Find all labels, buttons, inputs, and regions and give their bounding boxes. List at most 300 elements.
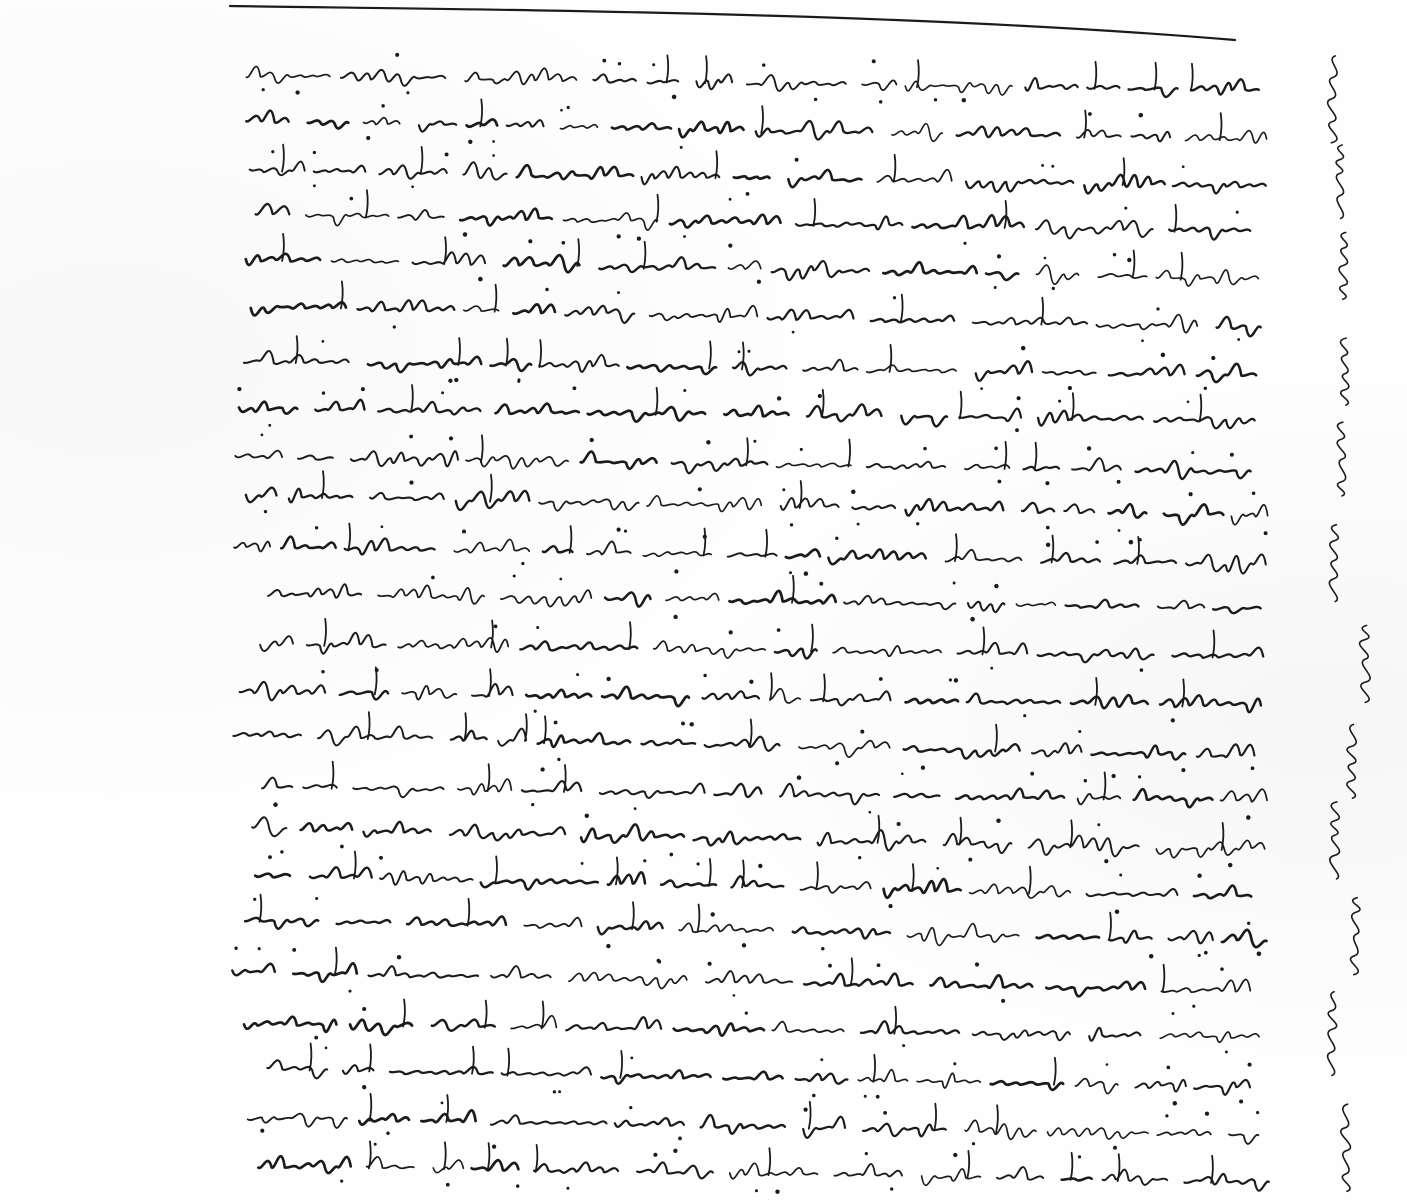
script-diacritic-dot (624, 530, 627, 533)
script-alif-stroke (368, 712, 370, 739)
script-diacritic-dot (733, 994, 736, 997)
script-word (1076, 1079, 1118, 1094)
script-alif-stroke (813, 199, 815, 226)
script-alif-stroke (960, 818, 962, 845)
script-word (799, 741, 890, 757)
script-diacritic-dot (897, 822, 901, 826)
script-word (1114, 555, 1176, 563)
script-word (642, 167, 720, 185)
script-alif-stroke (1104, 772, 1106, 799)
script-alif-stroke (421, 147, 423, 174)
script-word (1135, 1080, 1186, 1092)
script-diacritic-dot (678, 1136, 682, 1140)
script-diacritic-dot (237, 387, 241, 391)
top-rule-line (230, 6, 1235, 40)
script-word (517, 165, 633, 179)
script-word (246, 66, 329, 83)
script-diacritic-dot (321, 670, 324, 673)
script-word (734, 176, 770, 178)
script-diacritic-dot (851, 490, 856, 495)
script-word (268, 584, 361, 597)
script-word (496, 404, 579, 414)
script-alif-stroke (366, 190, 368, 217)
script-alif-stroke (632, 902, 634, 929)
script-diacritic-dot (789, 571, 792, 574)
script-diacritic-dot (606, 944, 610, 948)
script-diacritic-dot (554, 721, 558, 725)
script-word (1158, 601, 1205, 609)
script-word (601, 1070, 710, 1083)
script-word (307, 633, 386, 654)
script-diacritic-dot (674, 569, 678, 573)
script-diacritic-dot (996, 818, 1001, 823)
script-word (378, 585, 484, 604)
script-alif-stroke (873, 1055, 875, 1082)
script-word (402, 686, 456, 700)
script-alif-stroke (369, 1141, 371, 1168)
script-alif-stroke (960, 392, 962, 419)
script-alif-stroke (1071, 1153, 1073, 1180)
script-diacritic-dot (804, 571, 809, 576)
script-word (1173, 182, 1266, 194)
script-diacritic-dot (994, 286, 997, 289)
script-word (1029, 836, 1139, 857)
script-word (833, 646, 941, 656)
script-word (1129, 88, 1178, 97)
script-word (543, 546, 573, 552)
script-word (239, 402, 297, 414)
script-word (965, 465, 1009, 470)
script-alif-stroke (768, 1148, 770, 1175)
script-diacritic-dot (492, 1144, 496, 1148)
script-word (281, 537, 336, 549)
script-word (906, 499, 1004, 515)
script-alif-stroke (444, 1142, 446, 1169)
script-diacritic-dot (431, 576, 435, 580)
script-diacritic-dot (629, 1106, 632, 1109)
script-diacritic-dot (1001, 999, 1005, 1003)
script-alif-stroke (746, 438, 748, 465)
script-diacritic-dot (1198, 954, 1201, 957)
script-word (1109, 365, 1185, 376)
script-word (318, 726, 432, 745)
script-diacritic-dot (755, 1189, 758, 1192)
script-word (378, 402, 480, 414)
script-diacritic-dot (602, 59, 606, 63)
script-diacritic-dot (606, 677, 610, 681)
script-alif-stroke (1181, 253, 1183, 280)
script-word (491, 359, 532, 371)
script-diacritic-dot (1173, 1101, 1178, 1106)
script-diacritic-dot (1095, 540, 1099, 544)
script-diacritic-dot (1138, 775, 1141, 778)
script-diacritic-dot (362, 1085, 366, 1089)
script-word (1197, 744, 1255, 757)
script-word (818, 830, 926, 850)
script-alif-stroke (1109, 913, 1111, 940)
script-diacritic-dot (800, 448, 803, 451)
script-word (976, 361, 1032, 381)
script-word (1046, 982, 1145, 997)
script-alif-stroke (709, 341, 711, 368)
script-diacritic-dot (683, 235, 686, 238)
script-diacritic-dot (1225, 1050, 1228, 1053)
script-diacritic-dot (879, 677, 883, 681)
script-diacritic-dot (409, 435, 413, 439)
script-alif-stroke (525, 714, 527, 741)
script-diacritic-dot (295, 90, 299, 94)
script-word (650, 306, 758, 322)
script-word (481, 879, 598, 889)
script-word (852, 505, 895, 509)
script-word (1134, 789, 1213, 807)
script-diacritic-dot (617, 291, 620, 294)
script-alif-stroke (705, 56, 707, 83)
script-diacritic-dot (478, 277, 483, 282)
script-diacritic-dot (386, 1131, 389, 1134)
script-diacritic-dot (517, 380, 520, 383)
margin-note-stroke (1347, 725, 1356, 799)
script-alif-stroke (1054, 1058, 1056, 1085)
script-alif-stroke (1211, 1156, 1213, 1183)
margin-note-stroke (1329, 525, 1338, 602)
script-word (1087, 889, 1178, 896)
script-diacritic-dot (858, 856, 861, 859)
script-word (1169, 228, 1250, 240)
script-word (777, 463, 852, 467)
script-word (433, 1160, 463, 1173)
script-alif-stroke (488, 1143, 490, 1170)
script-word (835, 1164, 903, 1176)
script-diacritic-dot (876, 1095, 880, 1099)
script-word (314, 166, 366, 173)
script-diacritic-dot (1171, 718, 1175, 722)
script-diacritic-dot (953, 582, 956, 585)
script-word (1194, 1080, 1250, 1095)
script-word (970, 884, 1071, 898)
script-word (966, 180, 1073, 192)
script-diacritic-dot (872, 59, 876, 63)
script-diacritic-dot (462, 530, 466, 534)
script-word (539, 355, 619, 372)
script-diacritic-dot (777, 628, 781, 632)
script-alif-stroke (480, 99, 482, 126)
script-word (1089, 1028, 1140, 1041)
script-diacritic-dot (1189, 492, 1193, 496)
script-diacritic-dot (994, 447, 998, 451)
script-diacritic-dot (1097, 823, 1100, 826)
script-word (289, 489, 352, 503)
script-diacritic-dot (258, 947, 261, 950)
script-diacritic-dot (1192, 1005, 1195, 1008)
script-diacritic-dot (381, 104, 384, 107)
script-diacritic-dot (703, 674, 706, 677)
script-alif-stroke (1213, 631, 1215, 658)
script-diacritic-dot (868, 811, 871, 814)
script-word (491, 966, 551, 978)
script-alif-stroke (468, 899, 470, 926)
script-diacritic-dot (1113, 253, 1116, 256)
script-diacritic-dot (953, 1062, 956, 1065)
script-alif-stroke (657, 195, 659, 222)
script-word (345, 538, 435, 554)
script-word (796, 217, 902, 230)
script-alif-stroke (878, 816, 880, 843)
script-word (608, 872, 645, 885)
script-diacritic-dot (902, 1044, 905, 1047)
script-alif-stroke (335, 948, 337, 975)
script-diacritic-dot (315, 897, 318, 900)
script-word (262, 778, 292, 789)
script-diacritic-dot (322, 340, 325, 343)
script-diacritic-dot (361, 387, 365, 391)
script-word (642, 740, 696, 745)
script-alif-stroke (742, 860, 744, 887)
script-word (894, 794, 939, 797)
script-word (1025, 78, 1077, 91)
script-alif-stroke (823, 674, 825, 701)
script-diacritic-dot (264, 510, 267, 513)
script-diacritic-dot (1236, 211, 1239, 214)
script-word (959, 409, 1021, 421)
script-alif-stroke (742, 342, 744, 369)
script-word (1087, 86, 1119, 89)
script-diacritic-dot (1044, 257, 1047, 260)
script-word (450, 825, 565, 841)
script-diacritic-dot (804, 1108, 808, 1112)
script-diacritic-dot (1246, 815, 1251, 820)
script-alif-stroke (1072, 393, 1074, 420)
script-diacritic-dot (683, 389, 686, 392)
script-diacritic-dot (1257, 952, 1262, 957)
script-alif-stroke (1035, 443, 1037, 470)
script-word (1041, 553, 1100, 563)
script-diacritic-dot (292, 948, 296, 952)
script-alif-stroke (934, 1104, 936, 1131)
script-diacritic-dot (406, 91, 409, 94)
script-alif-stroke (666, 55, 668, 82)
script-alif-stroke (332, 762, 334, 789)
margin-note-stroke (1328, 56, 1337, 143)
script-diacritic-dot (528, 239, 532, 243)
script-word (1136, 461, 1251, 479)
script-word (260, 636, 293, 651)
script-word (370, 493, 444, 500)
script-diacritic-dot (860, 730, 864, 734)
script-diacritic-dot (1046, 543, 1050, 547)
script-word (956, 789, 1064, 800)
script-diacritic-dot (708, 962, 712, 966)
script-word (861, 1021, 959, 1034)
script-diacritic-dot (698, 487, 702, 491)
script-diacritic-dot (262, 88, 265, 91)
script-alif-stroke (296, 336, 298, 363)
script-word (643, 552, 711, 556)
script-alif-stroke (1222, 823, 1224, 850)
script-word (315, 400, 364, 411)
script-word (332, 259, 399, 263)
script-diacritic-dot (314, 1036, 318, 1040)
script-diacritic-dot (818, 394, 822, 398)
script-alif-stroke (1155, 63, 1157, 90)
script-word (1038, 649, 1154, 663)
script-diacritic-dot (581, 862, 584, 865)
script-alif-stroke (444, 237, 446, 264)
script-diacritic-dot (1197, 874, 1201, 878)
script-diacritic-dot (757, 280, 761, 284)
script-word (780, 784, 879, 805)
script-diacritic-dot (972, 1142, 975, 1145)
script-diacritic-dot (1211, 356, 1215, 360)
script-diacritic-dot (280, 850, 283, 853)
script-word (380, 871, 473, 885)
script-word (1184, 1174, 1268, 1191)
script-word (308, 120, 349, 128)
script-diacritic-dot (652, 63, 655, 66)
script-word (844, 596, 955, 610)
script-diacritic-dot (1078, 1155, 1081, 1158)
script-diacritic-dot (706, 440, 710, 444)
script-word (240, 682, 325, 700)
script-word (501, 590, 591, 606)
script-word (407, 916, 506, 925)
script-word (419, 121, 456, 131)
script-word (696, 74, 732, 89)
script-alif-stroke (822, 390, 824, 417)
script-diacritic-dot (325, 1047, 328, 1050)
script-word (246, 111, 288, 123)
script-diacritic-dot (1084, 779, 1087, 782)
script-word (1197, 364, 1256, 382)
script-word (615, 1118, 684, 1127)
script-word (772, 261, 869, 280)
script-alif-stroke (816, 862, 818, 889)
script-alif-stroke (491, 621, 493, 648)
script-diacritic-dot (441, 1101, 444, 1104)
script-word (539, 499, 639, 510)
script-alif-stroke (1163, 965, 1165, 992)
script-diacritic-dot (742, 943, 746, 947)
script-word (672, 459, 768, 474)
script-diacritic-dot (916, 522, 919, 525)
script-word (364, 822, 431, 837)
script-word (863, 1124, 946, 1137)
script-word (605, 593, 650, 607)
script-word (703, 691, 760, 699)
script-alif-stroke (1133, 251, 1135, 278)
script-alif-stroke (1123, 158, 1125, 185)
script-diacritic-dot (561, 241, 565, 245)
script-word (1037, 935, 1099, 939)
script-word (298, 455, 333, 459)
script-diacritic-dot (1139, 113, 1144, 118)
script-diacritic-dot (711, 912, 715, 916)
script-word (862, 80, 896, 90)
script-word (602, 687, 689, 706)
script-alif-stroke (507, 1049, 509, 1076)
script-word (944, 834, 1012, 853)
script-diacritic-dot (753, 440, 756, 443)
margin-note-stroke (1337, 422, 1346, 496)
script-word (661, 881, 716, 888)
script-word (390, 1067, 493, 1074)
script-word (233, 731, 301, 737)
script-word (957, 127, 1060, 138)
script-word (250, 162, 305, 176)
script-diacritic-dot (630, 1056, 633, 1059)
script-diacritic-dot (864, 1095, 867, 1098)
script-alif-stroke (354, 852, 356, 879)
script-word (807, 404, 881, 421)
script-diacritic-dot (536, 626, 539, 629)
script-alif-stroke (698, 905, 700, 932)
script-word (892, 124, 942, 142)
script-word (465, 68, 576, 84)
script-word (883, 262, 976, 275)
script-diacritic-dot (566, 1187, 569, 1190)
script-alif-stroke (715, 151, 717, 178)
script-word (991, 1081, 1063, 1090)
script-alif-stroke (495, 856, 497, 883)
script-word (770, 689, 800, 703)
script-alif-stroke (851, 958, 853, 985)
script-alif-stroke (542, 1001, 544, 1028)
script-word (235, 451, 282, 459)
script-word (1160, 695, 1261, 712)
script-diacritic-dot (814, 98, 817, 101)
script-diacritic-dot (315, 526, 318, 529)
script-word (1156, 270, 1258, 286)
script-diacritic-dot (1118, 529, 1121, 532)
manuscript-lines (232, 53, 1269, 1194)
script-alif-stroke (495, 285, 497, 312)
script-diacritic-dot (446, 1183, 450, 1187)
script-diacritic-dot (643, 859, 646, 862)
script-diacritic-dot (1237, 338, 1240, 341)
script-alif-stroke (369, 1044, 371, 1071)
script-word (1109, 931, 1152, 943)
script-word (538, 733, 630, 747)
script-diacritic-dot (617, 528, 621, 532)
script-diacritic-dot (1021, 346, 1026, 351)
script-diacritic-dot (775, 1190, 779, 1194)
script-word (973, 318, 1087, 325)
script-diacritic-dot (441, 391, 444, 394)
script-diacritic-dot (1156, 307, 1159, 310)
script-alif-stroke (1084, 111, 1086, 138)
script-alif-stroke (809, 1102, 811, 1129)
script-word (460, 209, 552, 226)
script-diacritic-dot (350, 197, 354, 201)
script-diacritic-dot (812, 1094, 816, 1098)
script-diacritic-dot (234, 947, 237, 950)
script-word (458, 779, 512, 795)
script-word (904, 744, 1020, 758)
script-word (647, 496, 761, 512)
script-word (301, 823, 353, 831)
script-diacritic-dot (559, 578, 562, 581)
script-alif-stroke (1175, 205, 1177, 232)
script-diacritic-dot (1161, 353, 1166, 358)
script-alif-stroke (577, 239, 579, 266)
script-alif-stroke (488, 764, 490, 791)
script-word (931, 975, 1033, 987)
script-word (1036, 265, 1078, 284)
script-diacritic-dot (890, 1187, 893, 1190)
script-diacritic-dot (653, 1153, 657, 1157)
script-diacritic-dot (658, 960, 662, 964)
script-diacritic-dot (1172, 1012, 1175, 1015)
